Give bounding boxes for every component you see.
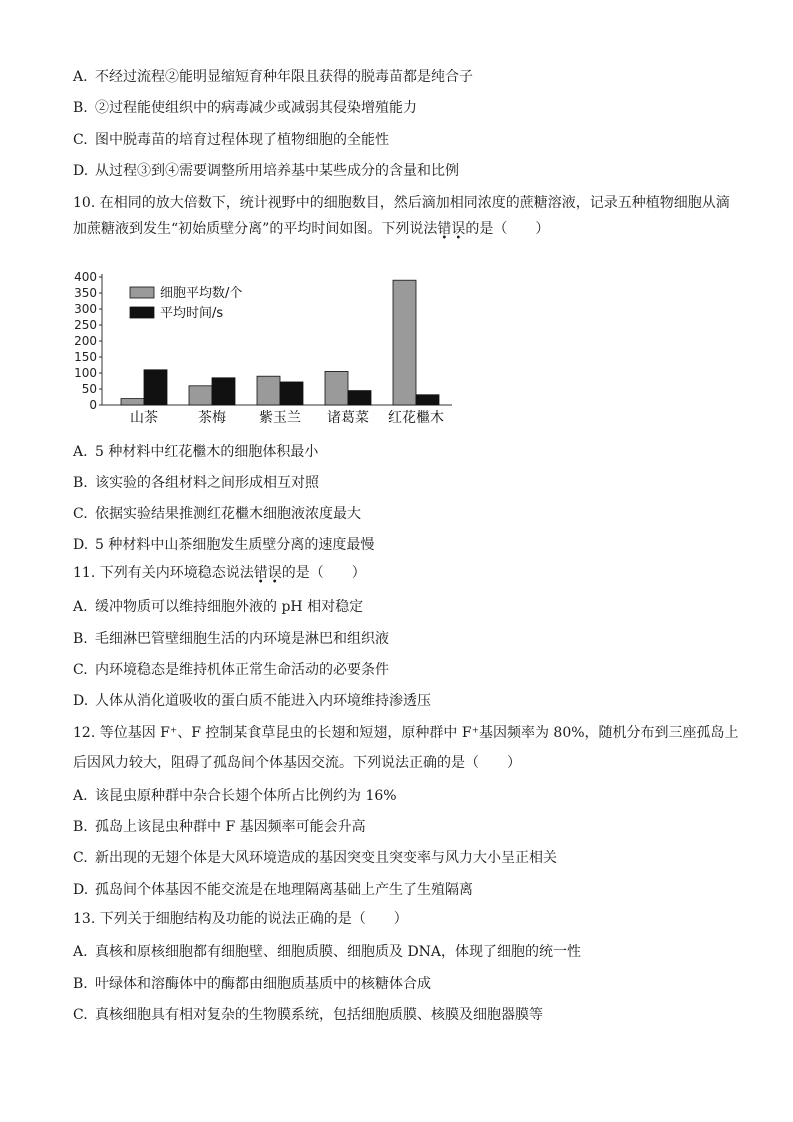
y-tick-label: 0 (89, 398, 97, 412)
x-category-label: 茶梅 (198, 410, 226, 426)
q9-option-c: C. 图中脱毒苗的培育过程体现了植物细胞的全能性 (73, 132, 389, 148)
bar-cell-count (257, 376, 280, 405)
bar-cell-count (189, 386, 212, 405)
y-tick-label: 100 (74, 366, 97, 380)
q10-option-d: D. 5 种材料中山茶细胞发生质壁分离的速度最慢 (73, 537, 375, 553)
q12-stem-line1: 12. 等位基因 F⁺、F 控制某食草昆虫的长翅和短翅，原种群中 F⁺基因频率为 80%，随机分布到三座孤岛上 (73, 725, 739, 741)
y-tick-label: 400 (74, 270, 97, 284)
q12-option-a: A. 该昆虫原种群中杂合长翅个体所占比例约为 16% (73, 788, 397, 804)
q10-option-a: A. 5 种材料中红花檵木的细胞体积最小 (73, 444, 319, 460)
x-category-label: 诸葛菜 (327, 410, 369, 426)
bar-cell-count (121, 399, 144, 405)
q12-option-b: B. 孤岛上该昆虫种群中 F 基因频率可能会升高 (73, 819, 366, 835)
q9-option-a: A. 不经过流程②能明显缩短育种年限且获得的脱毒苗都是纯合子 (73, 69, 473, 85)
y-tick-label: 250 (74, 318, 97, 332)
q12-stem-line2: 后因风力较大，阻碍了孤岛间个体基因交流。下列说法正确的是（ ） (73, 755, 521, 771)
q13-option-a: A. 真核和原核细胞都有细胞壁、细胞质膜、细胞质及 DNA，体现了细胞的统一性 (73, 944, 582, 960)
q11-option-a: A. 缓冲物质可以维持细胞外液的 pH 相对稳定 (73, 599, 364, 615)
legend-swatch (130, 287, 154, 298)
y-tick-label: 50 (81, 382, 97, 396)
bar-cell-count (393, 280, 416, 405)
q13-option-c: C. 真核细胞具有相对复杂的生物膜系统，包括细胞质膜、核膜及细胞器膜等 (73, 1007, 543, 1023)
bar-avg-time (212, 378, 235, 405)
q10-bar-chart (60, 262, 460, 437)
legend-swatch (130, 307, 154, 318)
y-tick-label: 300 (74, 302, 97, 316)
q13-option-b: B. 叶绿体和溶酶体中的酶都由细胞质基质中的核糖体合成 (73, 976, 431, 992)
q11-option-d: D. 人体从消化道吸收的蛋白质不能进入内环境维持渗透压 (73, 693, 431, 709)
bar-avg-time (348, 391, 371, 405)
q12-option-d: D. 孤岛间个体基因不能交流是在地理隔离基础上产生了生殖隔离 (73, 882, 473, 898)
q11-option-c: C. 内环境稳态是维持机体正常生命活动的必要条件 (73, 662, 389, 678)
q9-option-d: D. 从过程③到④需要调整所用培养基中某些成分的含量和比例 (73, 163, 459, 179)
y-tick-label: 150 (74, 350, 97, 364)
x-category-label: 山茶 (130, 410, 158, 426)
q10-stem-line2: 加蔗糖液到发生“初始质壁分离”的平均时间如图。下列说法错误的是（ ） (73, 221, 550, 237)
q10-option-b: B. 该实验的各组材料之间形成相互对照 (73, 475, 319, 491)
q11-option-b: B. 毛细淋巴管壁细胞生活的内环境是淋巴和组织液 (73, 631, 389, 647)
legend-label: 平均时间/s (160, 306, 224, 321)
x-category-label: 红花檵木 (388, 410, 444, 426)
y-tick-label: 200 (74, 334, 97, 348)
q13-stem: 13. 下列关于细胞结构及功能的说法正确的是（ ） (73, 911, 408, 927)
q11-stem: 11. 下列有关内环境稳态说法错误的是（ ） (73, 565, 366, 581)
y-tick-label: 350 (74, 286, 97, 300)
legend-label: 细胞平均数/个 (160, 286, 243, 301)
bar-avg-time (144, 370, 167, 405)
bar-cell-count (325, 371, 348, 405)
q9-option-b: B. ②过程能使组织中的病毒减少或减弱其侵染增殖能力 (73, 100, 417, 116)
q10-stem-line1: 10. 在相同的放大倍数下，统计视野中的细胞数目，然后滴加相同浓度的蔗糖溶液，记录五种植物细胞从滴 (73, 195, 730, 211)
q10-option-c: C. 依据实验结果推测红花檵木细胞液浓度最大 (73, 506, 361, 522)
bar-avg-time (416, 395, 439, 405)
q12-option-c: C. 新出现的无翅个体是大风环境造成的基因突变且突变率与风力大小呈正相关 (73, 850, 557, 866)
x-category-label: 紫玉兰 (259, 410, 301, 426)
bar-avg-time (280, 382, 303, 405)
